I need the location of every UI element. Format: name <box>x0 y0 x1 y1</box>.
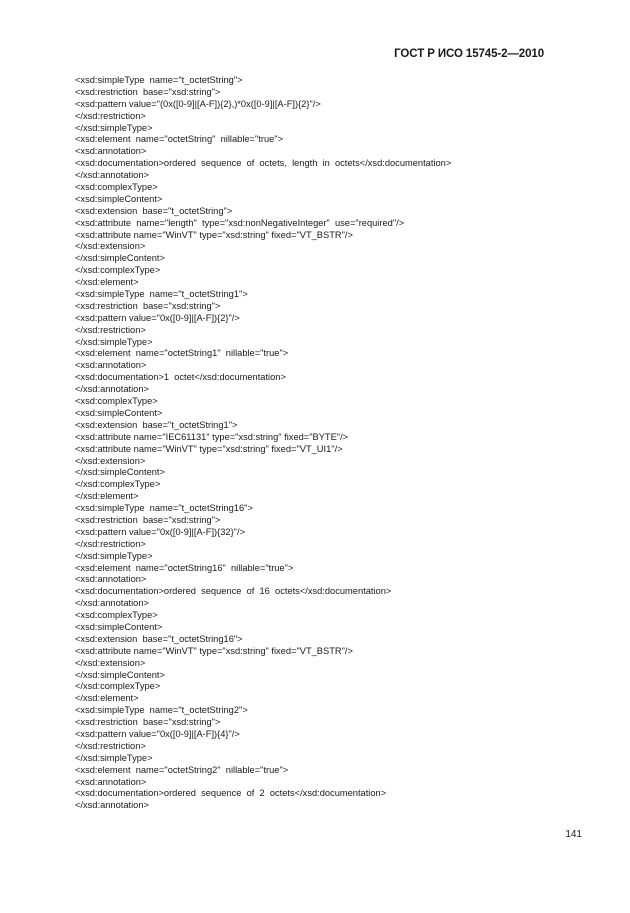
code-line: </xsd:simpleType> <box>75 752 153 763</box>
code-line: </xsd:element> <box>75 693 139 704</box>
code-line: <xsd:pattern value="(0x([0-9]|[A-F]){2},)*0x([0-9]|[A-F]){2}"/> <box>75 98 321 109</box>
code-line: <xsd:documentation>1 octet</xsd:documentation> <box>75 372 286 383</box>
code-line: </xsd:restriction> <box>75 324 146 335</box>
code-line: <xsd:element name="octetString16" nillable="true"> <box>75 562 294 573</box>
code-line: <xsd:documentation>ordered sequence of 16 octets</xsd:documentation> <box>75 586 392 597</box>
code-line: <xsd:simpleType name="t_octetString2"> <box>75 705 248 716</box>
code-line: </xsd:extension> <box>75 241 146 252</box>
code-line: <xsd:pattern value="0x([0-9]|[A-F]){4}"/> <box>75 728 240 739</box>
code-line: </xsd:simpleType> <box>75 550 153 561</box>
code-line: </xsd:complexType> <box>75 681 161 692</box>
code-line: </xsd:annotation> <box>75 598 149 609</box>
code-line: <xsd:annotation> <box>75 574 147 585</box>
code-line: <xsd:extension base="t_octetString"> <box>75 205 233 216</box>
code-line: </xsd:extension> <box>75 455 146 466</box>
code-line: <xsd:restriction base="xsd:string"> <box>75 86 221 97</box>
code-line: <xsd:annotation> <box>75 146 147 157</box>
code-line: <xsd:simpleType name="t_octetString16"> <box>75 503 253 514</box>
code-line: </xsd:restriction> <box>75 110 146 121</box>
code-line: </xsd:annotation> <box>75 384 149 395</box>
code-line: <xsd:documentation>ordered sequence of 2 octets</xsd:documentation> <box>75 788 387 799</box>
code-line: </xsd:restriction> <box>75 538 146 549</box>
code-line: <xsd:simpleType name="t_octetString1"> <box>75 289 248 300</box>
code-line: </xsd:annotation> <box>75 170 149 181</box>
code-line: <xsd:annotation> <box>75 776 147 787</box>
code-line: <xsd:attribute name="WinVT" type="xsd:string" fixed="VT_UI1"/> <box>75 443 343 454</box>
code-line: </xsd:simpleContent> <box>75 467 165 478</box>
code-line: </xsd:extension> <box>75 657 146 668</box>
code-line: <xsd:simpleContent> <box>75 621 163 632</box>
code-line: <xsd:simpleContent> <box>75 193 163 204</box>
code-line: <xsd:pattern value="0x([0-9]|[A-F]){32}"/> <box>75 526 245 537</box>
code-line: <xsd:complexType> <box>75 610 158 621</box>
code-line: <xsd:restriction base="xsd:string"> <box>75 514 221 525</box>
code-line: <xsd:element name="octetString" nillable="true"> <box>75 134 284 145</box>
code-line: <xsd:simpleType name="t_octetString"> <box>75 75 243 85</box>
code-line: <xsd:restriction base="xsd:string"> <box>75 300 221 311</box>
xsd-code-listing <box>75 75 451 812</box>
code-line: <xsd:element name="octetString1" nillable="true"> <box>75 348 289 359</box>
code-line: </xsd:simpleContent> <box>75 669 165 680</box>
code-line: <xsd:simpleContent> <box>75 407 163 418</box>
code-line: <xsd:complexType> <box>75 396 158 407</box>
code-line: <xsd:attribute name="length" type="xsd:nonNegativeInteger" use="required"/> <box>75 217 405 228</box>
code-line: </xsd:annotation> <box>75 800 149 811</box>
code-line: <xsd:documentation>ordered sequence of octets, length in octets</xsd:documentation> <box>75 158 452 169</box>
code-line: </xsd:simpleContent> <box>75 253 165 264</box>
code-line: </xsd:restriction> <box>75 740 146 751</box>
code-line: </xsd:simpleType> <box>75 122 153 133</box>
document-standard-header: ГОСТ Р ИСО 15745-2—2010 <box>394 48 544 60</box>
code-line: </xsd:simpleType> <box>75 336 153 347</box>
code-line: <xsd:attribute name="WinVT" type="xsd:string" fixed="VT_BSTR"/> <box>75 645 353 656</box>
code-line: </xsd:element> <box>75 277 139 288</box>
code-line: <xsd:complexType> <box>75 182 158 193</box>
code-line: <xsd:element name="octetString2" nillable="true"> <box>75 764 289 775</box>
code-line: </xsd:complexType> <box>75 265 161 276</box>
code-line: <xsd:pattern value="0x([0-9]|[A-F]){2}"/> <box>75 312 240 323</box>
code-line: <xsd:extension base="t_octetString16"> <box>75 633 243 644</box>
code-line: <xsd:attribute name="WinVT" type="xsd:string" fixed="VT_BSTR"/> <box>75 229 353 240</box>
code-line: <xsd:annotation> <box>75 360 147 371</box>
code-line: </xsd:element> <box>75 491 139 502</box>
page-number: 141 <box>565 829 582 840</box>
code-line: <xsd:attribute name="IEC61131" type="xsd:string" fixed="BYTE"/> <box>75 431 349 442</box>
code-line: <xsd:restriction base="xsd:string"> <box>75 717 221 728</box>
code-line: <xsd:extension base="t_octetString1"> <box>75 419 238 430</box>
code-line: </xsd:complexType> <box>75 479 161 490</box>
